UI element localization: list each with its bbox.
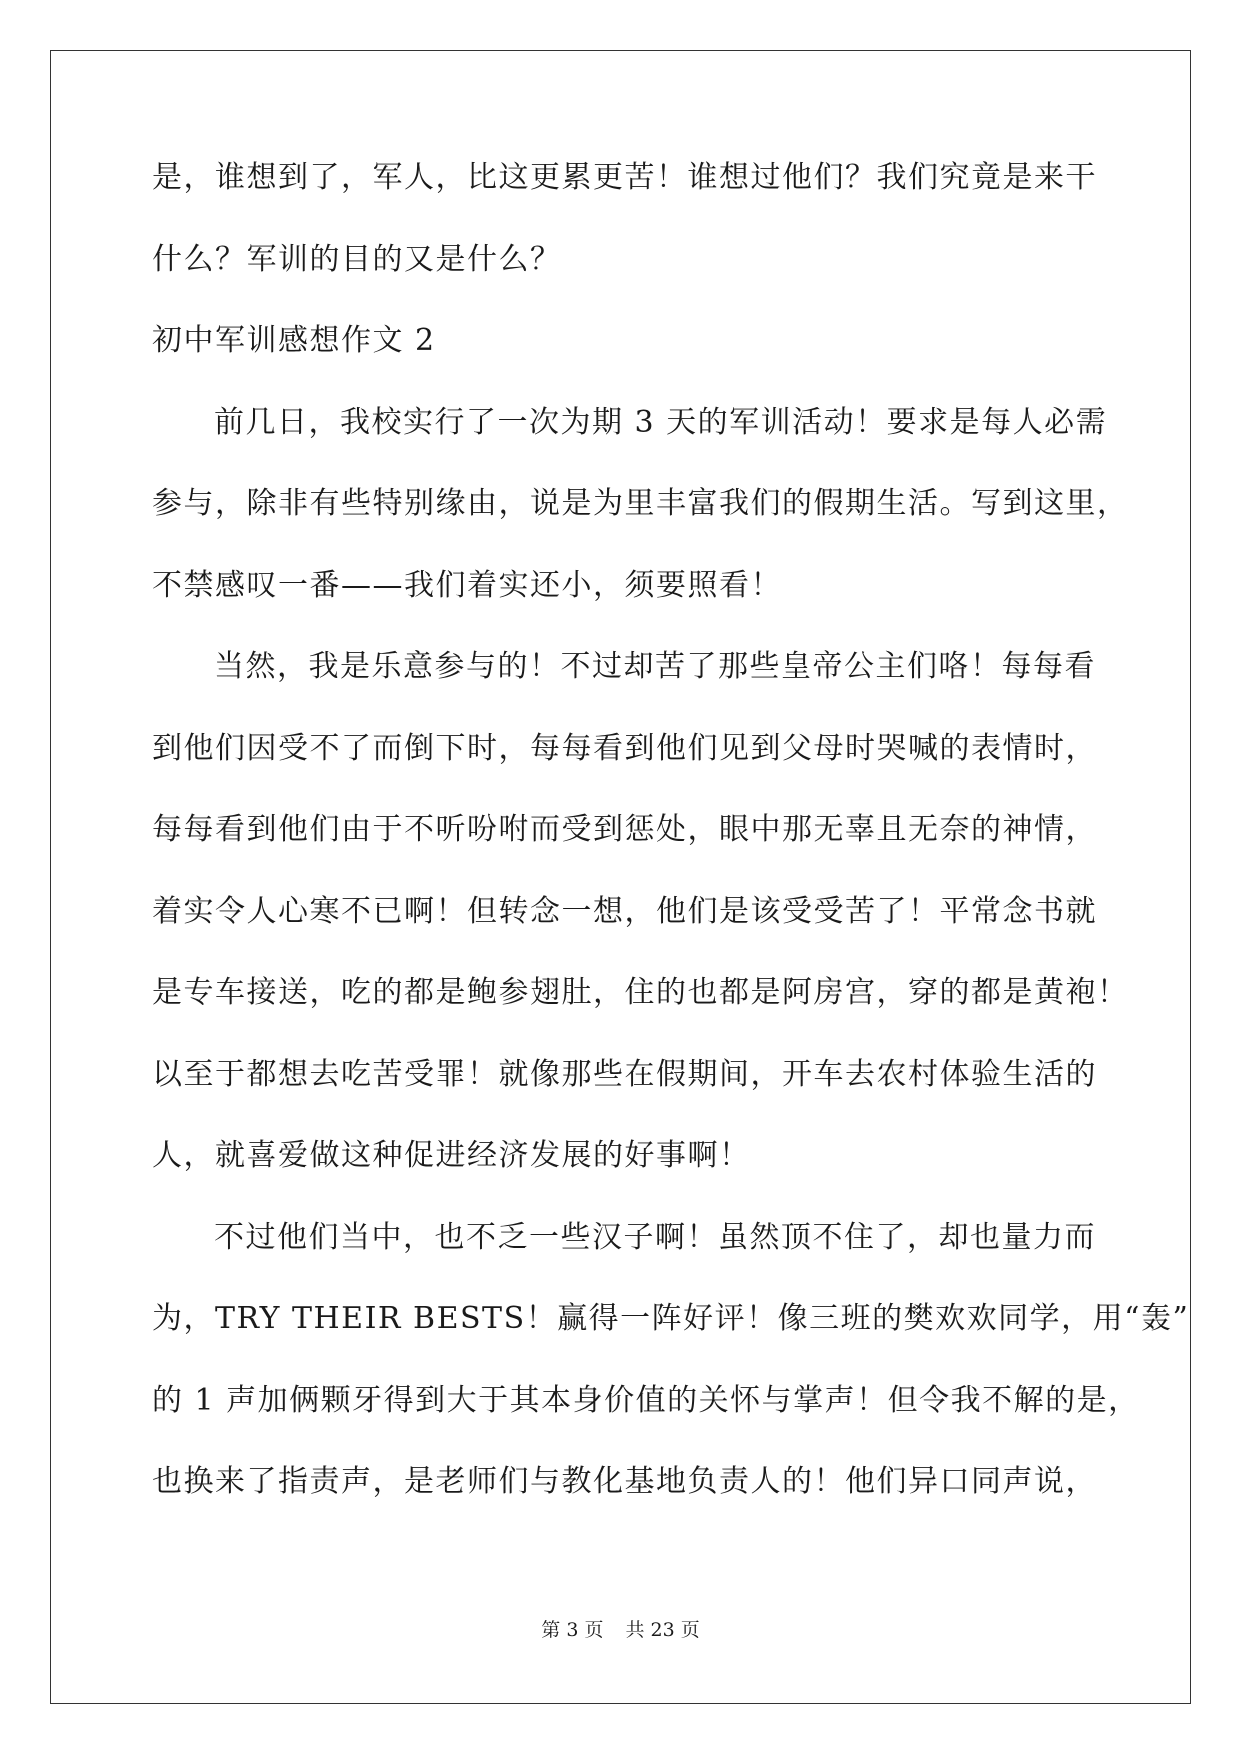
text-line: 是专车接送，吃的都是鲍参翅肚，住的也都是阿房宫，穿的都是黄袍！ xyxy=(152,975,1129,1010)
page-footer xyxy=(0,1618,1241,1642)
text-line: 为，TRY THEIR BESTS！赢得一阵好评！像三班的樊欢欢同学，用“轰” xyxy=(152,1301,1190,1336)
paragraph-first-line: 不过他们当中，也不乏一些汉子啊！虽然顶不住了，却也量力而 xyxy=(214,1219,1096,1255)
text-line: 人，就喜爱做这种促进经济发展的好事啊！ xyxy=(152,1138,751,1173)
text-line: 参与，除非有些特别缘由，说是为里丰富我们的假期生活。写到这里， xyxy=(152,486,1129,521)
text-line: 到他们因受不了而倒下时，每每看到他们见到父母时哭喊的表情时， xyxy=(152,730,1097,766)
text-line: 也换来了指责声，是老师们与教化基地负责人的！他们异口同声说， xyxy=(152,1464,1097,1499)
section-heading: 初中军训感想作文 2 xyxy=(152,323,436,358)
document-body xyxy=(152,160,1190,1546)
text-line: 是，谁想到了，军人，比这更累更苦！谁想过他们？我们究竟是来干 xyxy=(152,160,1097,195)
text-line: 不禁感叹一番——我们着实还小，须要照看！ xyxy=(152,567,782,603)
page-number: 第 3 页 xyxy=(541,1619,604,1641)
text-line: 什么？军训的目的又是什么？ xyxy=(152,241,562,277)
text-line: 每每看到他们由于不听吩咐而受到惩处，眼中那无辜且无奈的神情， xyxy=(152,812,1097,847)
text-line: 的 1 声加俩颗牙得到大于其本身价值的关怀与掌声！但令我不解的是， xyxy=(152,1382,1140,1418)
paragraph-first-line: 当然，我是乐意参与的！不过却苦了那些皇帝公主们咯！每每看 xyxy=(214,649,1096,684)
paragraph-first-line: 前几日，我校实行了一次为期 3 天的军训活动！要求是每人必需 xyxy=(214,404,1108,440)
text-line: 着实令人心寒不已啊！但转念一想，他们是该受受苦了！平常念书就 xyxy=(152,893,1097,929)
total-pages: 共 23 页 xyxy=(625,1619,700,1641)
text-line: 以至于都想去吃苦受罪！就像那些在假期间，开车去农村体验生活的 xyxy=(152,1056,1097,1092)
